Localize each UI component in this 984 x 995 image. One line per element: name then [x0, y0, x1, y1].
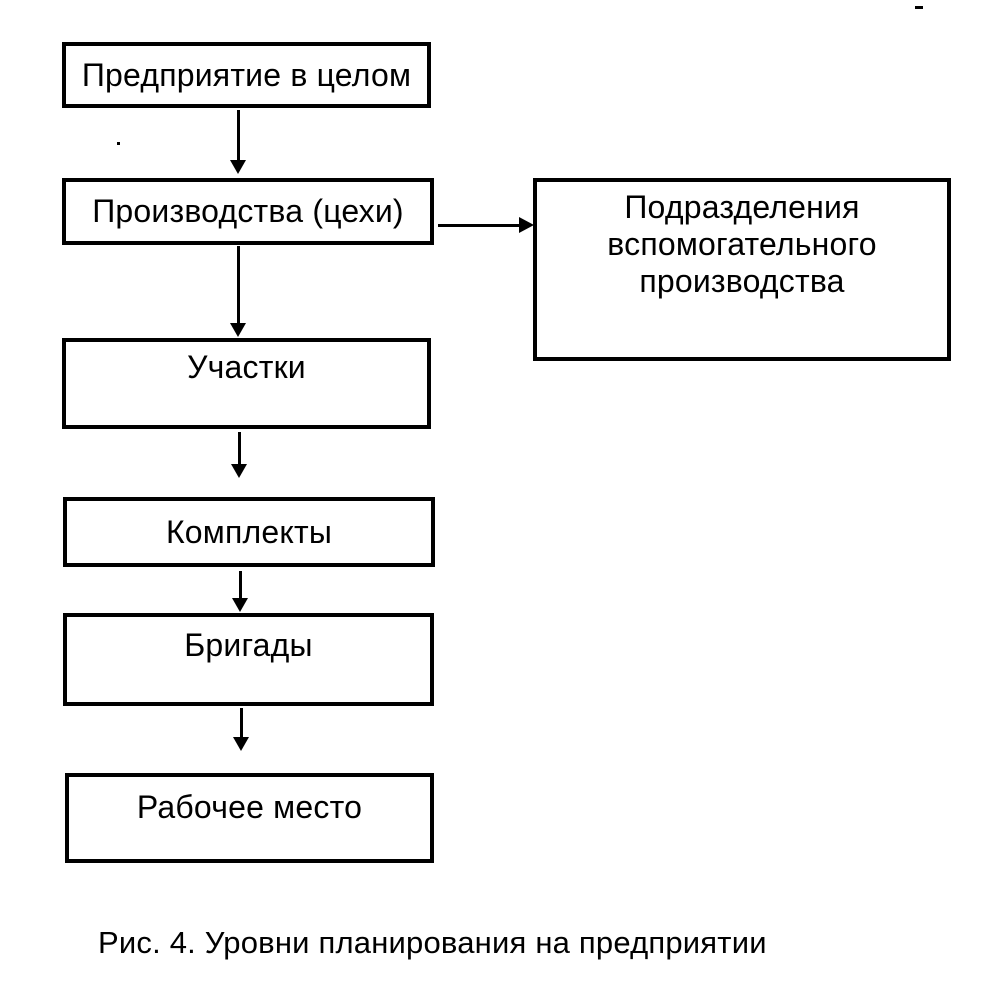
arrow-down-brigades-to-workplace — [233, 708, 250, 751]
arrowhead-right-icon — [519, 217, 534, 233]
node-auxiliary-label: Подразделения вспомогательного производства — [607, 189, 877, 299]
arrowhead-down-icon — [231, 464, 247, 478]
scan-artifact-dot — [117, 142, 120, 145]
arrowhead-down-icon — [230, 323, 246, 337]
node-productions-label: Производства (цехи) — [92, 193, 404, 229]
arrow-right-productions-to-auxiliary — [438, 217, 534, 234]
arrow-down-enterprise-to-productions — [230, 110, 247, 174]
node-enterprise-label: Предприятие в целом — [81, 56, 412, 93]
arrow-down-kits-to-brigades — [232, 571, 249, 612]
arrowhead-down-icon — [232, 598, 248, 612]
arrow-shaft — [240, 708, 243, 740]
arrow-down-productions-to-sections — [230, 246, 247, 337]
arrow-shaft — [237, 246, 240, 326]
node-workplace — [65, 773, 434, 863]
scan-artifact-dot — [915, 6, 923, 9]
node-sections-label: Участки — [187, 349, 306, 385]
figure-caption: Рис. 4. Уровни планирования на предприятии — [98, 925, 767, 960]
arrow-shaft — [238, 432, 241, 467]
node-brigades-label: Бригады — [184, 627, 313, 663]
node-enterprise — [62, 42, 431, 108]
node-brigades — [63, 613, 434, 706]
node-kits-label: Комплекты — [165, 513, 333, 550]
node-productions — [62, 178, 434, 245]
node-workplace-label: Рабочее место — [136, 789, 363, 825]
arrowhead-down-icon — [233, 737, 249, 751]
node-sections — [62, 338, 431, 429]
arrow-down-sections-to-kits — [231, 432, 248, 478]
node-kits — [63, 497, 435, 567]
arrow-shaft — [239, 571, 242, 601]
arrowhead-down-icon — [230, 160, 246, 174]
arrow-shaft — [237, 110, 240, 163]
node-auxiliary — [533, 178, 951, 361]
arrow-shaft — [438, 224, 523, 227]
